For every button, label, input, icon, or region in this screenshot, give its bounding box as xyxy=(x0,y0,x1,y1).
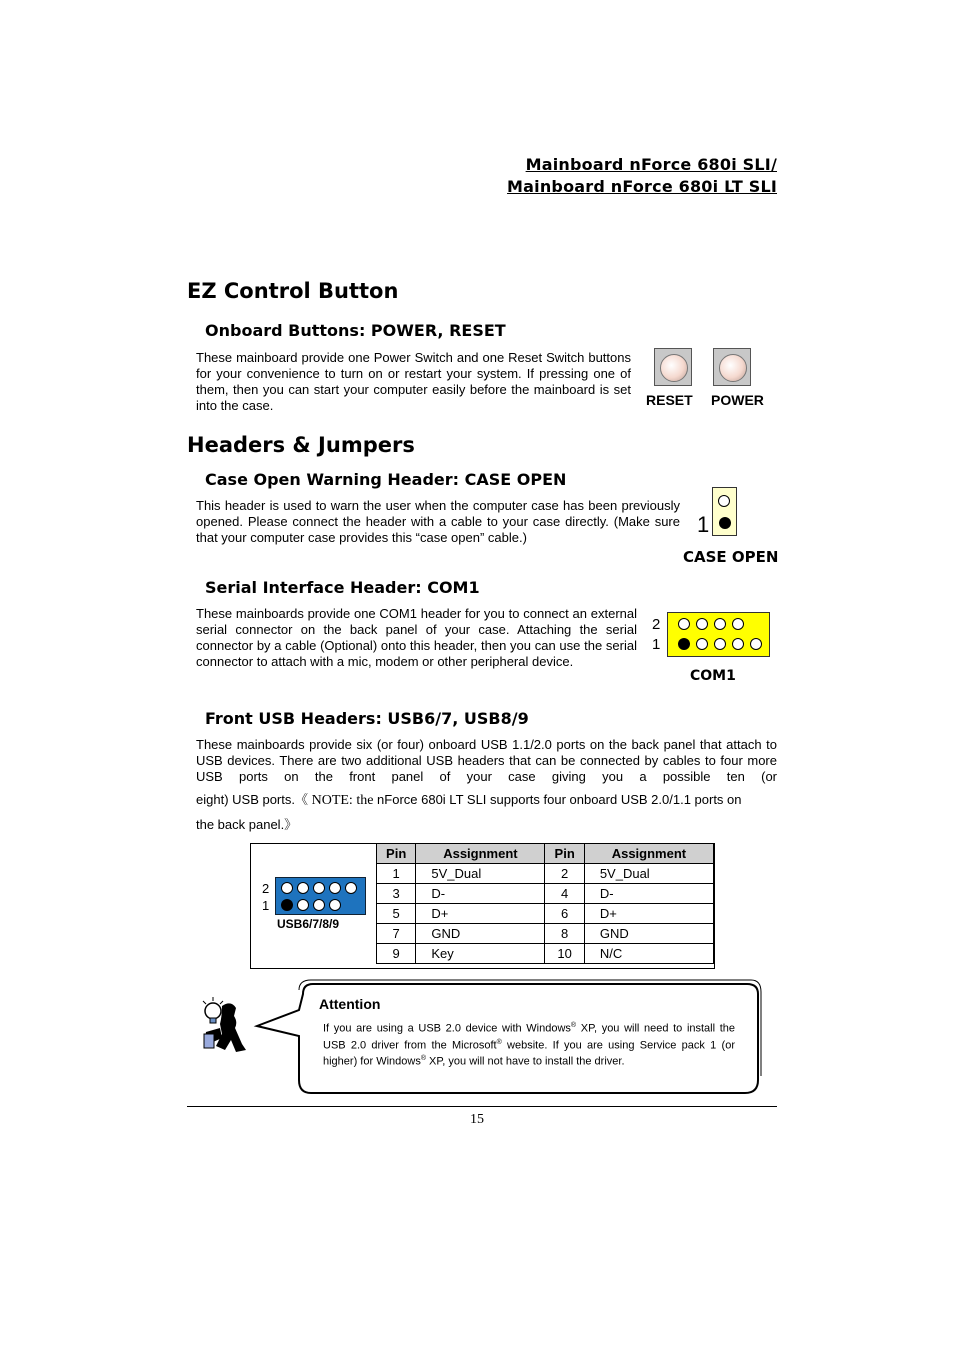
page-number: 15 xyxy=(470,1112,484,1127)
table-row xyxy=(377,904,714,924)
table-cell: N/C xyxy=(584,944,713,964)
table-cell: 9 xyxy=(377,944,416,964)
table-cell: 4 xyxy=(545,884,584,904)
usb-description-line3: the back panel.》 xyxy=(196,817,298,832)
power-button-illustration xyxy=(713,348,751,386)
usb-row2-label: 2 xyxy=(262,881,270,896)
com1-description: These mainboards provide one COM1 header for you to connect an external serial connector on the back panel of your case. Attaching the serial connector by a cable (Optional) onto this header, then you can use the serial connector to attach with a mic, modem or other peripheral device. xyxy=(196,606,637,669)
case-open-pin-2 xyxy=(718,495,730,507)
footer-divider xyxy=(187,1106,777,1107)
column-header: Pin xyxy=(545,844,584,864)
usb-row1-label: 1 xyxy=(262,898,270,913)
usb-pin-table-container xyxy=(250,843,715,969)
table-header-row xyxy=(377,844,714,864)
table-cell: 5 xyxy=(377,904,416,924)
case-open-pin1-label: 1 xyxy=(697,512,710,537)
usb-description-line2 xyxy=(196,789,777,809)
usb-header-illustration xyxy=(275,877,366,915)
case-open-description: This header is used to warn the user when the computer case has been previously opened. Please connect the header with a cable to your case directly. (Make sure that your computer case provides this “case open” cable.) xyxy=(196,498,680,545)
usb-description-line1: These mainboards provide six (or four) onboard USB 1.1/2.0 ports on the back panel that attach to USB devices. There are two additional USB headers that can be connected by cables to four more USB ports on the front panel of your case giving you a possible ten (or xyxy=(196,737,777,784)
com1-header-illustration xyxy=(667,612,770,657)
com1-label: COM1 xyxy=(690,668,736,684)
table-cell: D+ xyxy=(584,904,713,924)
usb-note: NOTE: the xyxy=(311,793,374,808)
usb-text-suffix: nForce 680i LT SLI supports four onboard USB 2.0/1.1 ports on xyxy=(373,792,742,807)
column-header: Pin xyxy=(377,844,416,864)
header-title-line2: Mainboard nForce 680i LT SLI xyxy=(507,177,777,196)
table-cell: 8 xyxy=(545,924,584,944)
table-cell: 10 xyxy=(545,944,584,964)
usb-pin-table xyxy=(376,843,714,964)
case-open-header-illustration xyxy=(712,487,737,536)
table-cell: GND xyxy=(584,924,713,944)
power-label: POWER xyxy=(711,392,764,408)
section-title-ez-control: EZ Control Button xyxy=(187,279,399,303)
usb-text-prefix: eight) USB ports.《 xyxy=(196,792,312,807)
usb-diagram-label: USB6/7/8/9 xyxy=(277,917,340,931)
subtitle-front-usb: Front USB Headers: USB6/7, USB8/9 xyxy=(205,709,529,728)
column-header: Assignment xyxy=(584,844,713,864)
table-cell: D+ xyxy=(416,904,545,924)
table-cell: 5V_Dual xyxy=(584,864,713,884)
table-cell: Key xyxy=(416,944,545,964)
table-cell: 1 xyxy=(377,864,416,884)
column-header: Assignment xyxy=(416,844,545,864)
reset-button-illustration xyxy=(654,348,692,386)
table-cell: 6 xyxy=(545,904,584,924)
table-cell: 3 xyxy=(377,884,416,904)
subtitle-onboard-buttons: Onboard Buttons: POWER, RESET xyxy=(205,321,506,340)
ez-description: These mainboard provide one Power Switch and one Reset Switch buttons for your convenience to turn on or restart your system. If pressing one of them, then you can start your computer easily before the mainboard is set into the case. xyxy=(196,350,631,413)
com1-row1-label: 1 xyxy=(652,636,661,653)
table-cell: D- xyxy=(416,884,545,904)
case-open-pin-1 xyxy=(719,517,731,529)
subtitle-case-open: Case Open Warning Header: CASE OPEN xyxy=(205,470,567,489)
com1-row2-label: 2 xyxy=(652,616,661,633)
table-cell: D- xyxy=(584,884,713,904)
header-title-line1: Mainboard nForce 680i SLI/ xyxy=(525,155,777,174)
table-row xyxy=(377,944,714,964)
table-cell: 7 xyxy=(377,924,416,944)
attention-title: Attention xyxy=(319,996,381,1012)
table-cell: 5V_Dual xyxy=(416,864,545,884)
reset-label: RESET xyxy=(646,392,693,408)
thinking-person-icon xyxy=(198,994,248,1056)
attention-text: If you are using a USB 2.0 device with Windows® XP, you will need to install the USB 2.0 driver from the Microsoft® website. If you are using Service pack 1 (or higher) for Windows® XP, you will not have to install the driver. xyxy=(323,1022,736,1068)
table-cell: 2 xyxy=(545,864,584,884)
case-open-label: CASE OPEN xyxy=(683,548,779,566)
table-row xyxy=(377,884,714,904)
table-row xyxy=(377,864,714,884)
table-row xyxy=(377,924,714,944)
subtitle-com1: Serial Interface Header: COM1 xyxy=(205,578,480,597)
table-cell: GND xyxy=(416,924,545,944)
section-title-headers-jumpers: Headers & Jumpers xyxy=(187,433,415,457)
